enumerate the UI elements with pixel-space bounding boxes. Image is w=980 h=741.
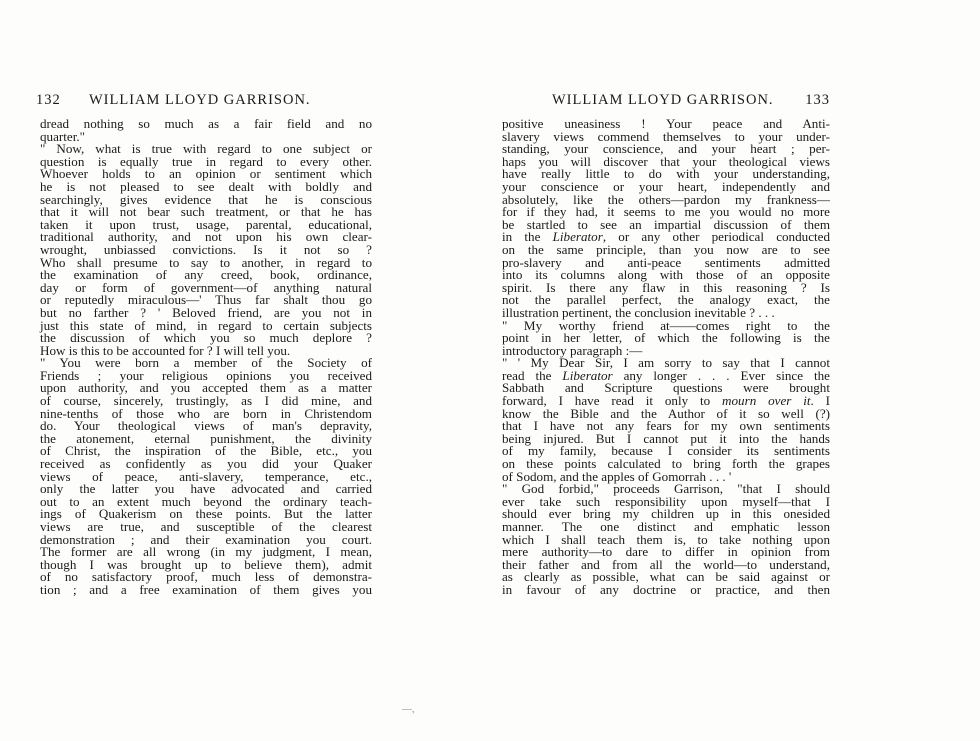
right-text-line: positive uneasiness ! Your peace and Anti- — [502, 116, 830, 131]
left-text-line: views of peace, anti-slavery, temperance, etc., — [40, 468, 372, 484]
right-text-line: not the parallel perfect, the analogy exact, the — [502, 292, 830, 308]
left-text-line: ings of Quakerism on these points. But the latter — [40, 506, 372, 522]
right-text-line: haps you will discover that your theological views — [502, 153, 830, 169]
right-text-line: standing, your conscience, and your heart ; per- — [502, 141, 830, 157]
right-text-line: illustration pertinent, the conclusion inevitable ? . . . — [502, 304, 775, 320]
right-text-line: have really little to do with your understanding, — [502, 166, 830, 182]
left-text-line: quarter." — [40, 128, 85, 144]
right-text-line: introductory paragraph :— — [502, 342, 643, 358]
right-text-line: of my family, because I consider its sentiments — [502, 443, 830, 459]
right-text-line: absolutely, like the others—pardon my frankness— — [502, 191, 830, 207]
right-text-line: ever take such responsibility upon myself—that I — [502, 493, 830, 509]
left-text-line: Whoever holds to an opinion or sentiment which — [40, 166, 372, 182]
italic-emphasis: mourn over it — [722, 393, 811, 409]
left-text-line: though I was brought up to believe them), admit — [40, 556, 372, 572]
right-page-number: 133 — [805, 92, 830, 108]
left-text-line: How is this to be accounted for ? I will tell you. — [40, 342, 291, 358]
italic-emphasis: Liberator — [562, 367, 613, 383]
left-text-line: just this state of mind, in regard to certain subjects — [40, 317, 372, 333]
right-text-line: as clearly as possible, what can be said against or — [502, 569, 830, 585]
left-text-line: do. Your theological views of man's depravity, — [40, 418, 372, 434]
left-text-line: question is equally true in regard to every other. — [40, 153, 372, 169]
left-text-line: only the latter you have advocated and carried — [40, 481, 372, 497]
right-text-line: " My worthy friend at——comes right to the — [502, 317, 830, 333]
left-text-line: dread nothing so much as a fair field and no — [40, 116, 372, 131]
right-text-line: spirit. Is there any flaw in this reasoning ? Is — [502, 279, 830, 295]
right-text-line: mere authority—to dare to differ in opinion from — [502, 544, 830, 560]
right-text-line: that I have not any fears for my own sentiments — [502, 418, 830, 434]
right-running-head: WILLIAM LLOYD GARRISON. — [552, 92, 774, 108]
right-text-line: on the same principle, than you now are to see — [502, 241, 830, 257]
left-text-line: taken it upon trust, usage, parental, educational, — [40, 216, 372, 232]
right-text-line: " ' My Dear Sir, I am sorry to say that I cannot — [502, 355, 830, 371]
left-text-line: or reputedly miraculous—' Thus far shalt thou go — [40, 292, 372, 308]
right-text-line: manner. The one distinct and emphatic lesson — [502, 519, 830, 534]
right-text-line: read the Liberator any longer . . . Ever since the — [502, 367, 830, 383]
left-text-line: the examination of any creed, book, ordinance, — [40, 267, 372, 283]
left-text-line: but no farther ? ' Beloved friend, are you not in — [40, 304, 372, 320]
left-page-number: 132 — [36, 92, 61, 108]
left-text-line: of no satisfactory proof, much less of demonstra- — [40, 569, 372, 585]
right-text-line: slavery views commend themselves to your under- — [502, 128, 830, 144]
left-text-line: upon authority, and you accepted them as a matter — [40, 380, 372, 396]
left-page-body — [40, 118, 372, 597]
left-text-line: the discussion of which you so much deplore ? — [40, 330, 372, 346]
right-page-body — [502, 118, 830, 597]
right-text-line: " God forbid," proceeds Garrison, "that I should — [502, 481, 830, 497]
italic-emphasis: Liberator — [552, 229, 603, 245]
left-running-head: WILLIAM LLOYD GARRISON. — [89, 92, 311, 108]
left-text-line: received as confidently as you did your Quaker — [40, 456, 372, 472]
left-text-line: demonstration ; and their examination you court. — [40, 531, 372, 547]
left-text-line: tion ; and a free examination of them gives you — [40, 581, 372, 597]
left-text-line: The former are all wrong (in my judgment, I mean, — [40, 544, 372, 560]
left-text-line: " Now, what is true with regard to one subject or — [40, 141, 372, 157]
right-text-line: in favour of any doctrine or practice, and then — [502, 581, 830, 597]
right-text-line: Sabbath and Scripture questions were brought — [502, 380, 830, 396]
right-text-line: being injured. But I cannot put it into the hands — [502, 430, 830, 446]
right-text-line: their father and from all the world—to understand, — [502, 556, 830, 572]
left-text-line: out to an extent much beyond the ordinary teach- — [40, 493, 372, 509]
right-text-line: of Sodom, and the apples of Gomorrah . . . ' — [502, 468, 732, 484]
right-text-line: into its columns along with those of an opposite — [502, 267, 830, 283]
right-text-line: should ever bring my children up in this onesided — [502, 506, 830, 522]
left-text-line: " You were born a member of the Society of — [40, 355, 372, 371]
left-text-line: views are true, and susceptible of the clearest — [40, 519, 372, 534]
right-text-line: pro-slavery and anti-peace sentiments admitted — [502, 254, 830, 270]
left-text-line: Friends ; your religious opinions you received — [40, 367, 372, 383]
left-text-line: searchingly, gives evidence that he is conscious — [40, 191, 372, 207]
left-text-line: he is not pleased to see dealt with boldly and — [40, 178, 372, 194]
right-text-line: forward, I have read it only to mourn over it. I — [502, 393, 830, 409]
left-text-line: that it will not bear such treatment, or that he has — [40, 204, 372, 220]
right-text-line: which I shall teach them is, to take nothing upon — [502, 531, 830, 547]
right-running-header — [502, 92, 832, 108]
left-text-line: the atonement, eternal punishment, the divinity — [40, 430, 372, 446]
left-text-line: of course, sincerely, trustingly, as I did mine, and — [40, 393, 372, 409]
scan-mark: —, — [402, 704, 415, 715]
right-text-line: in the Liberator, or any other periodical conducted — [502, 229, 831, 245]
left-text-line: day or form of government—of anything natural — [40, 279, 372, 295]
right-text-line: on these points calculated to bring forth the grapes — [502, 456, 830, 472]
left-text-line: of Christ, the inspiration of the Bible, etc., you — [40, 443, 372, 459]
right-text-line: your conscience or your heart, independently and — [502, 178, 830, 194]
right-text-line: for if they had, it seems to me you would no more — [502, 204, 830, 220]
left-running-header — [36, 92, 380, 108]
left-text-line: Who shall presume to say to another, in regard to — [40, 254, 372, 270]
left-text-line: wrought, unbiassed convictions. Is it not so ? — [40, 241, 372, 257]
right-text-line: point in her letter, of which the following is the — [502, 330, 830, 346]
left-text-line: nine-tenths of those who are born in Christendom — [40, 405, 372, 421]
left-text-line: traditional authority, and not upon his own clear- — [40, 229, 372, 245]
right-text-line: be startled to see an impartial discussion of them — [502, 216, 830, 232]
right-text-line: know the Bible and the Author of it so well (?) — [502, 405, 830, 421]
